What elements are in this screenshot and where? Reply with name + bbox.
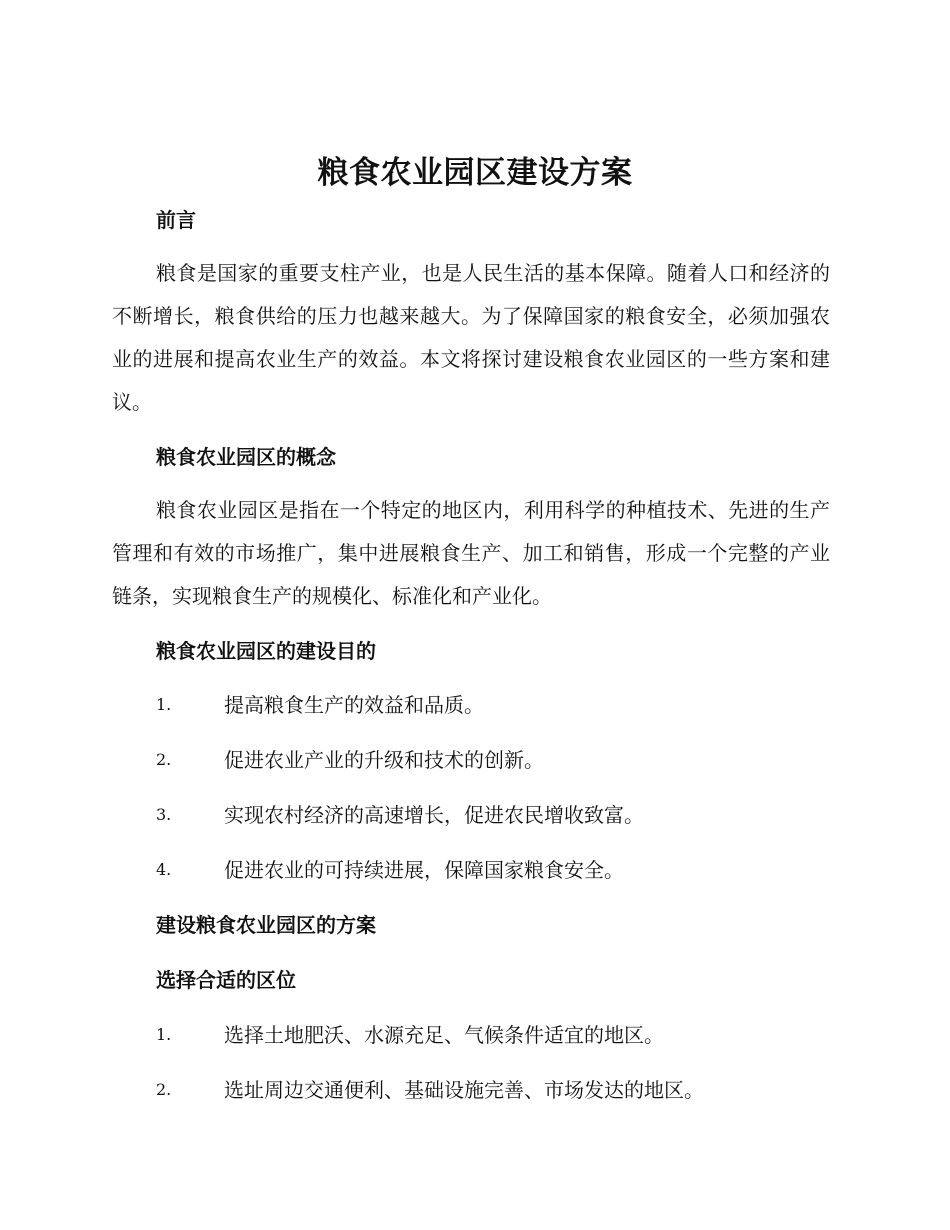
list-item-number: 3.: [156, 805, 172, 824]
list-item-number: 2.: [156, 1080, 172, 1099]
list-item-text: 提高粮食生产的效益和品质。: [224, 693, 484, 717]
list-item-number: 1.: [156, 1025, 172, 1044]
list-item-text: 选择土地肥沃、水源充足、气候条件适宜的地区。: [224, 1023, 664, 1047]
section-heading-plan: 建设粮食农业园区的方案: [156, 913, 376, 937]
section-heading-concept: 粮食农业园区的概念: [156, 445, 336, 469]
list-item-text: 促进农业产业的升级和技术的创新。: [224, 748, 544, 772]
section-heading-location: 选择合适的区位: [156, 968, 296, 992]
list-item-text: 实现农村经济的高速增长，促进农民增收致富。: [224, 803, 644, 827]
list-item: [156, 800, 836, 830]
list-item: [156, 855, 836, 885]
section-heading-goals: 粮食农业园区的建设目的: [156, 639, 376, 663]
list-item-number: 4.: [156, 860, 172, 879]
list-item: [156, 1020, 836, 1050]
list-item-number: 2.: [156, 750, 172, 769]
document-title: 粮食农业园区建设方案: [317, 155, 633, 191]
list-item-text: 选址周边交通便利、基础设施完善、市场发达的地区。: [224, 1078, 704, 1102]
list-item-text: 促进农业的可持续进展，保障国家粮食安全。: [224, 858, 624, 882]
preface-paragraph: 粮食是国家的重要支柱产业，也是人民生活的基本保障。随着人口和经济的不断增长，粮食供给的压力也越来越大。为了保障国家的粮食安全，必须加强农业的进展和提高农业生产的效益。本文将探讨建设粮食农业园区的一些方案和建议。: [112, 261, 830, 414]
list-item-number: 1.: [156, 695, 172, 714]
concept-paragraph: 粮食农业园区是指在一个特定的地区内，利用科学的种植技术、先进的生产管理和有效的市场推广，集中进展粮食生产、加工和销售，形成一个完整的产业链条，实现粮食生产的规模化、标准化和产业化。: [112, 498, 830, 608]
list-item: [156, 745, 836, 775]
list-item: [156, 690, 836, 720]
list-item: [156, 1075, 836, 1105]
section-heading-preface: 前言: [156, 208, 196, 232]
